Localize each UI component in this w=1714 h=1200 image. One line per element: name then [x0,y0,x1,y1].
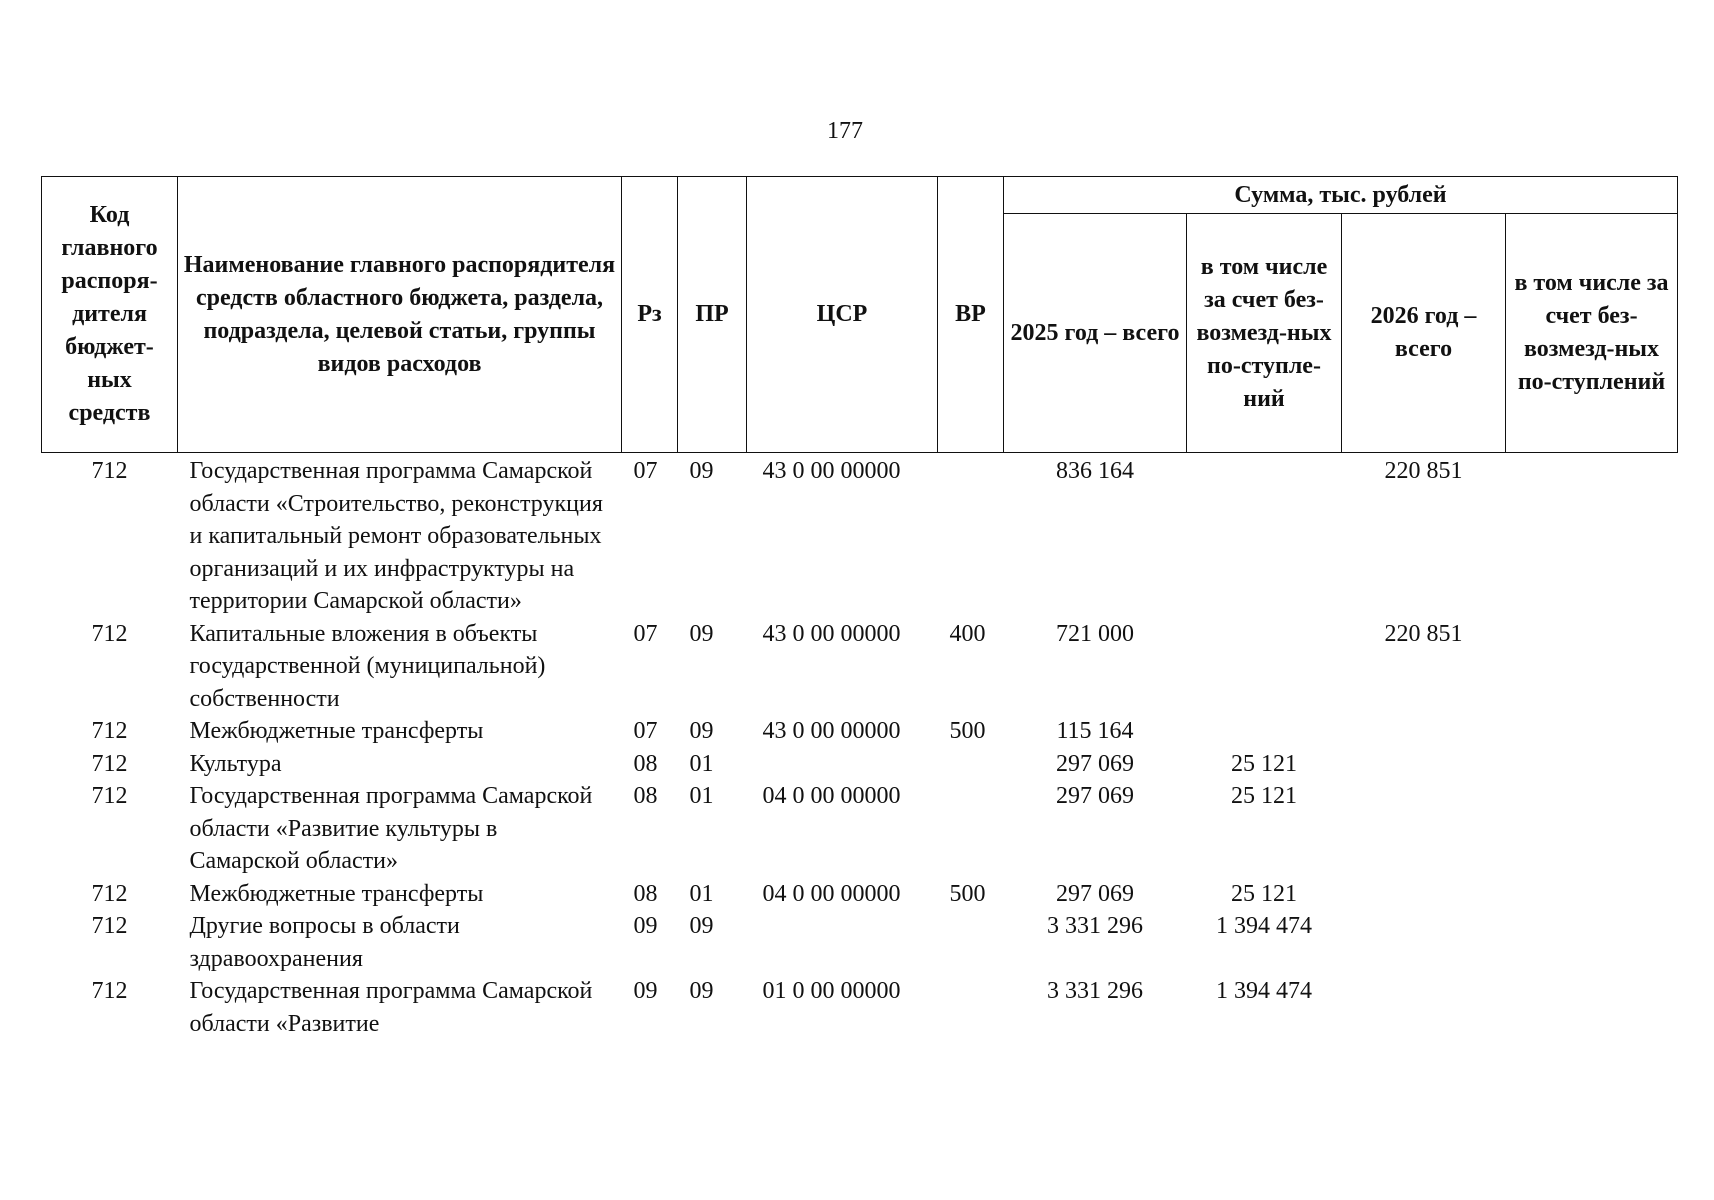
budget-table [41,176,1678,1040]
cell-code: 712 [91,620,128,647]
cell-pr: 09 [689,913,714,939]
cell-name: Культура [189,750,282,777]
cell-sum-2025: 297 069 [1056,880,1134,907]
cell-pr: 01 [689,750,714,777]
table-row [42,453,1678,618]
cell-rz: 07 [633,718,658,744]
table-row [42,878,1678,911]
cell-rz: 08 [633,750,658,777]
cell-rz: 07 [633,620,658,647]
cell-free-2025: 1 394 474 [1216,978,1312,1004]
cell-pr: 09 [689,620,714,647]
cell-pr: 01 [689,880,714,907]
header-sum-2025: 2025 год – всего [1004,214,1187,453]
cell-free-2026 [1506,453,1678,618]
cell-sum-2026 [1342,780,1506,878]
cell-csr [747,910,938,975]
cell-code: 712 [91,718,128,744]
cell-free-2026 [1506,975,1678,1040]
header-csr: ЦСР [747,177,938,453]
header-rz: Рз [622,177,678,453]
cell-free-2025: 25 121 [1231,750,1297,777]
cell-vr: 400 [949,620,986,647]
cell-vr [938,910,1004,975]
cell-code: 712 [91,458,128,484]
cell-name: Капитальные вложения в объекты государственной (муниципальной) собственности [189,620,546,712]
cell-free-2026 [1506,715,1678,748]
cell-csr: 43 0 00 00000 [762,718,901,744]
header-code: Код главного распоря-дителя бюджет-ных средств [42,177,178,453]
cell-rz: 08 [633,880,658,907]
cell-vr: 500 [949,880,986,907]
cell-name: Государственная программа Самарской области «Развитие [189,978,593,1037]
cell-sum-2026 [1342,975,1506,1040]
header-sum-group: Сумма, тыс. рублей [1004,177,1678,214]
cell-vr [938,748,1004,781]
cell-sum-2026 [1342,910,1506,975]
cell-sum-2026: 220 851 [1384,458,1463,484]
cell-sum-2025: 3 331 296 [1047,978,1143,1004]
cell-vr [938,453,1004,618]
cell-free-2025 [1187,618,1342,716]
cell-vr [938,975,1004,1040]
cell-csr: 04 0 00 00000 [762,783,901,809]
table-row [42,748,1678,781]
cell-code: 712 [91,978,128,1004]
cell-code: 712 [91,913,128,939]
cell-csr: 43 0 00 00000 [762,620,901,647]
header-free-2025: в том числе за счет без-возмезд-ных по-ступле-ний [1187,214,1342,453]
header-name: Наименование главного распорядителя средств областного бюджета, раздела, подраздела, целевой статьи, группы видов расходов [178,177,622,453]
page-number: 177 [827,118,863,144]
table-row [42,618,1678,716]
cell-vr: 500 [949,718,986,744]
cell-free-2025 [1187,715,1342,748]
table-row [42,975,1678,1040]
cell-sum-2026 [1342,715,1506,748]
cell-free-2025: 25 121 [1231,880,1297,907]
cell-pr: 09 [689,718,714,744]
cell-free-2026 [1506,878,1678,911]
table-row [42,910,1678,975]
cell-free-2026 [1506,780,1678,878]
cell-name: Государственная программа Самарской области «Строительство, реконструкция и капитальный ремонт образовательных организаций и их инфраструктуры на территории Самарской области» [189,458,603,614]
cell-name: Государственная программа Самарской области «Развитие культуры в Самарской области» [189,783,593,874]
cell-free-2025 [1187,453,1342,618]
cell-code: 712 [91,880,128,907]
cell-sum-2025: 721 000 [1056,620,1134,647]
cell-name: Межбюджетные трансферты [189,718,484,744]
cell-sum-2025: 297 069 [1056,750,1134,777]
header-sum-2026: 2026 год – всего [1342,214,1506,453]
cell-free-2026 [1506,618,1678,716]
cell-sum-2025: 3 331 296 [1047,913,1143,939]
cell-name: Межбюджетные трансферты [189,880,484,907]
cell-rz: 08 [633,783,658,809]
cell-csr [747,748,938,781]
cell-free-2025: 1 394 474 [1216,913,1312,939]
cell-csr: 04 0 00 00000 [762,880,901,907]
cell-csr: 01 0 00 00000 [762,978,901,1004]
cell-free-2025: 25 121 [1231,783,1297,809]
cell-free-2026 [1506,910,1678,975]
cell-code: 712 [91,750,128,777]
cell-name: Другие вопросы в области здравоохранения [189,913,460,972]
cell-rz: 07 [633,458,658,484]
cell-vr [938,780,1004,878]
header-free-2026: в том числе за счет без-возмезд-ных по-ступлений [1506,214,1678,453]
cell-sum-2025: 836 164 [1056,458,1134,484]
cell-rz: 09 [633,913,658,939]
table-header [42,177,1678,453]
header-vr: ВР [938,177,1004,453]
cell-pr: 01 [689,783,714,809]
cell-sum-2026 [1342,878,1506,911]
header-pr: ПР [678,177,747,453]
cell-pr: 09 [689,458,714,484]
table-row [42,780,1678,878]
cell-sum-2026 [1342,748,1506,781]
cell-sum-2025: 115 164 [1056,718,1134,744]
cell-sum-2025: 297 069 [1056,783,1134,809]
cell-free-2026 [1506,748,1678,781]
cell-code: 712 [91,783,128,809]
cell-rz: 09 [633,978,658,1004]
table-row [42,715,1678,748]
table-body [42,453,1678,1041]
cell-csr: 43 0 00 00000 [762,458,901,484]
cell-pr: 09 [689,978,714,1004]
cell-sum-2026: 220 851 [1384,620,1463,647]
